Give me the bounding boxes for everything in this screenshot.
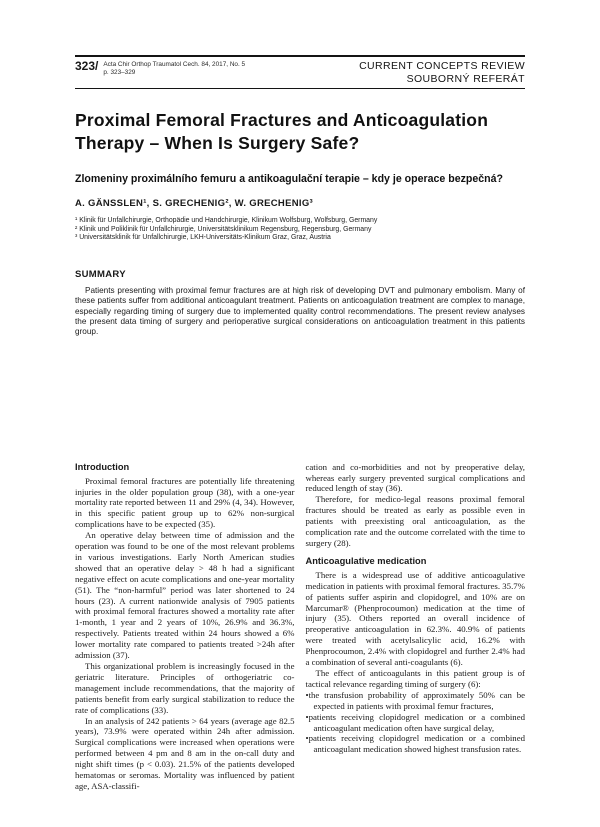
category-label-en: CURRENT CONCEPTS REVIEW — [359, 60, 525, 72]
affiliation-1: ¹ Klinik für Unfallchirurgie, Orthopädie und Handchirurgie, Klinikum Wolfsburg, Wolfsburg, Germany — [75, 217, 378, 224]
intro-paragraph-2: An operative delay between time of admission and the operation was found to be one of the most relevant problems in various investigations. Early North American studies showed that an operative delay > 48 h had a significant negative effect on acute complications and one-year mortality (51). The “non-harmful” period was later shortened to 24 hours (23). A current nationwide analysis of 7905 patients with proximal femoral fractures showed a mortality rate after 1-month, 1 year and 2 years of 10%, 26.9% and 36.3%, respectively. Patients treated within 24 hours showed a 6% lower mortality rate compared to patients treated >24h after admission (37). — [75, 530, 295, 661]
article-title-czech: Zlomeniny proximálního femuru a antikoagulační terapie – kdy je operace bezpečná? — [75, 173, 503, 185]
intro-paragraph-continuation: cation and co-morbidities and not by preoperative delay, whereas early surgery prevented surgical complications and reduced length of stay (36). — [305, 461, 525, 494]
page-number: 323/ — [75, 59, 99, 73]
header-rule — [75, 88, 525, 89]
authors-line: A. GÄNSSLEN¹, S. GRECHENIG², W. GRECHENIG³ — [75, 198, 313, 209]
intro-paragraph-4: In an analysis of 242 patients > 64 years (average age 82.5 years), 73.9% were operated within 24h after admission. Surgical complications were increased when operations were performed between 4 pm and 8 am in the on-call duty and night shift times (p < 0.03). 21.5% of the patients developed hematomas or seromas. Mortality was influenced by patient age, ASA-classifi- — [75, 715, 295, 791]
citation-line1: Acta Chir Orthop Traumatol Cech. 84, 2017, No. 5 — [103, 61, 246, 68]
header-citation-block — [75, 60, 245, 76]
right-column — [306, 462, 526, 792]
affiliation-2: ² Klinik und Poliklinik für Unfallchirurgie, Universitätsklinikum Regensburg, Regensburg, Germany — [75, 225, 372, 233]
intro-paragraph-1: Proximal femoral fractures are potentially life threatening injuries in the older population group (38), with a one-year mortality rate reported between 11 and 29% (4, 34). However, in this specific patient group up to 62% non-surgical complications have to be expected (35). — [75, 475, 295, 530]
bullet-list — [306, 690, 526, 755]
anticoag-paragraph-1: There is a widespread use of additive anticoagulative medication in patients with proximal femoral fractures. 35.7% of patients suffer aspirin and clopidogrel, and 10% are on Marcumar® (Phenprocoumon) medication at the time of injury (35). Others reported an overall incidence of preoperative anticoagulation in 62.3%. 40.9% of patients were treated with acetylsalicylic acid, 16.2% with Phenprocoumon, 2.4% with clopidogrel and further 2.4% had a combination of several anti-coagulants (6). — [305, 569, 525, 668]
summary-section — [75, 269, 525, 337]
affiliation-3: ³ Universitätsklinik für Unfallchirurgie, LKH-Universitäts-Klinikum Graz, Graz, Austria — [75, 234, 331, 242]
left-column — [75, 462, 295, 792]
article-title: Proximal Femoral Fractures and Anticoagulation Therapy – When Is Surgery Safe? — [75, 110, 489, 153]
category-label-cs: SOUBORNÝ REFERÁT — [406, 72, 525, 85]
citation-line2: p. 323–329 — [103, 68, 136, 76]
summary-heading: SUMMARY — [75, 269, 126, 281]
page-header — [75, 57, 525, 88]
article-body — [75, 462, 525, 792]
bullet-item-1: • the transfusion probability of approximately 50% can be expected in patients with proximal femur fractures, — [306, 690, 526, 712]
section-heading-introduction: Introduction — [75, 461, 130, 472]
anticoag-paragraph-2: The effect of anticoagulants in this patient group is of tactical relevance regarding timing of surgery (6): — [305, 668, 525, 689]
summary-text: Patients presenting with proximal femur fractures are at high risk of developing DVT and pulmonary embolism. Many of these patients suffer from additional anticoagulant treatment. Patients on anticoagulation treatment are complex to manage, especially regarding timing of surgery due to implemented quality control recommendations. The present review analyses the present data timing of surgery and perioperative surgical considerations on anticoagulation treatment in this patients group. — [75, 286, 525, 337]
bullet-item-3: • patients receiving clopidogrel medication or a combined anticoagulant medication showed highest transfusion rates. — [306, 733, 526, 755]
header-category-block — [359, 60, 525, 85]
journal-citation — [103, 60, 245, 76]
intro-paragraph-5: Therefore, for medico-legal reasons proximal femoral fractures should be treated as early as possible even in patients with preexisting oral anticoagulation, as the complication rate and the outcome correlated with the time to surgery (28). — [305, 494, 525, 548]
affiliations-block — [75, 217, 525, 243]
section-heading-anticoagulative-medication: Anticoagulative medication — [305, 555, 427, 566]
intro-paragraph-3: This organizational problem is increasingly focused in the geriatric literature. Principles of orthogeriatric co-management include recommendations, that the majority of patients benefit from early surgical stabilization to reduce the rate of complications (33). — [75, 661, 295, 715]
bullet-item-2: • patients receiving clopidogrel medication or a combined anticoagulant medication often have surgical delay, — [306, 712, 526, 734]
